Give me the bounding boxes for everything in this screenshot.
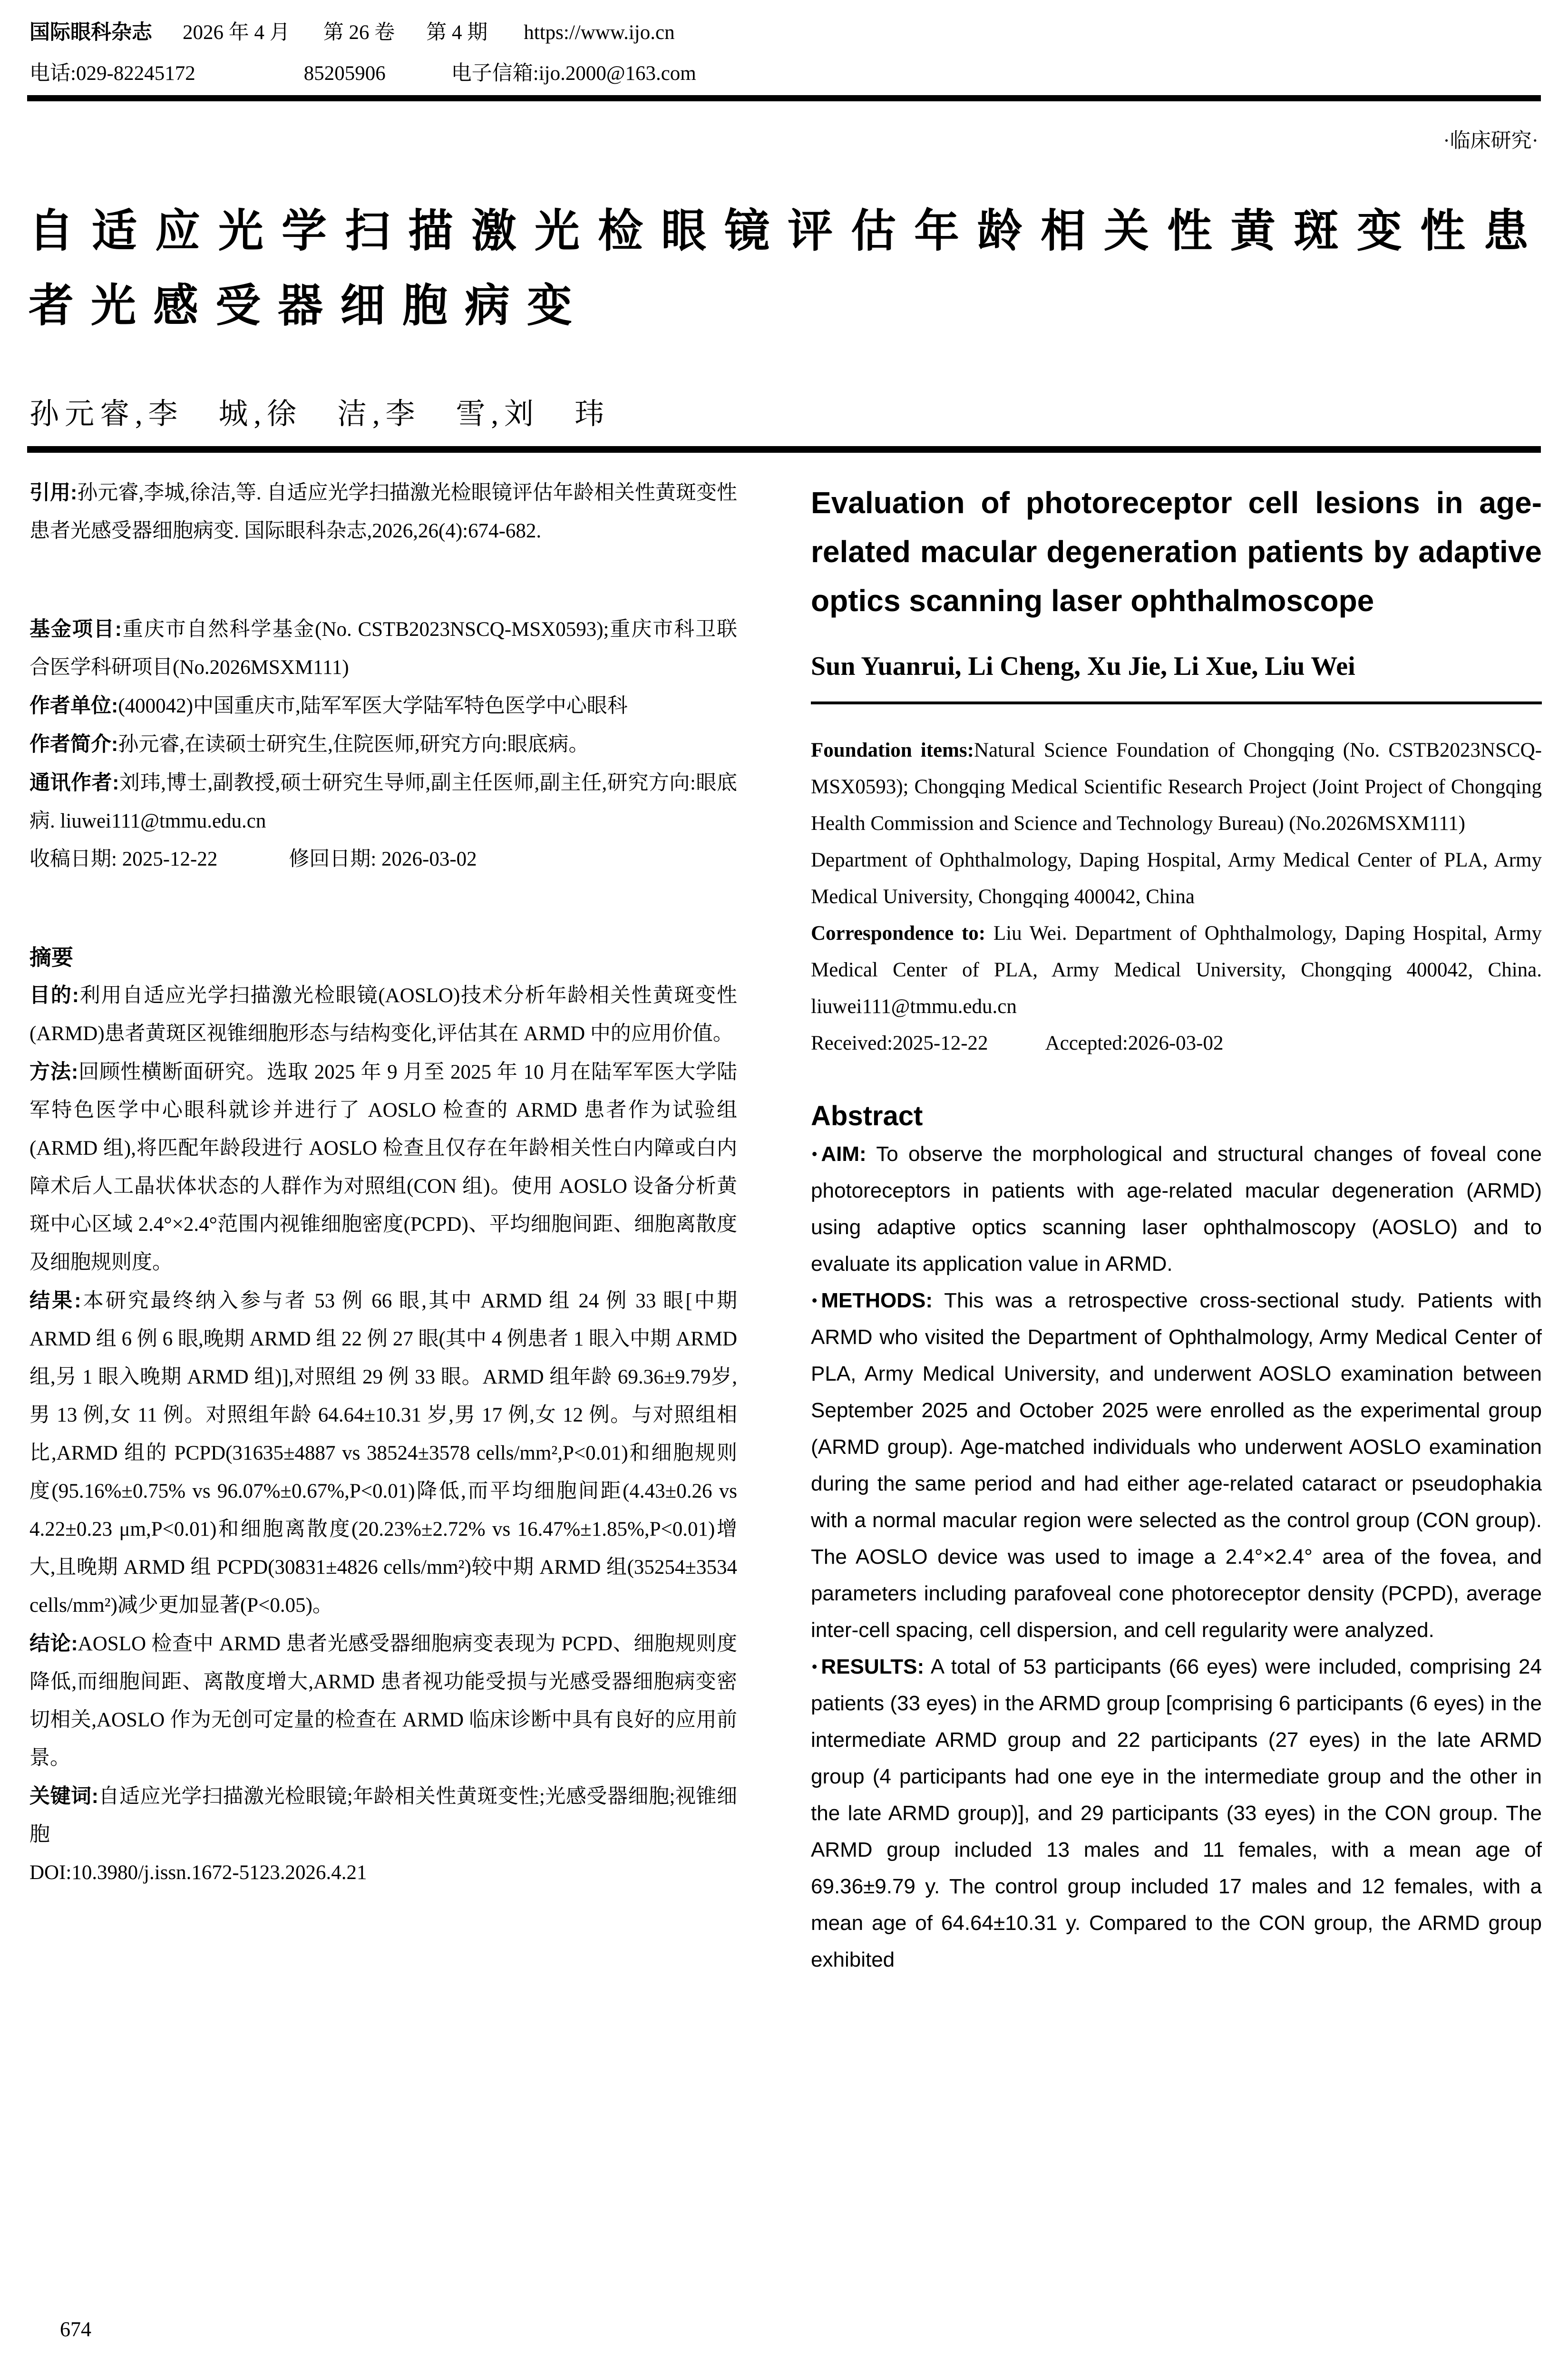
foundation-label-en: Foundation items: bbox=[811, 739, 974, 761]
left-column bbox=[29, 474, 737, 1892]
results-paragraph-en bbox=[811, 1648, 1542, 1978]
foundation-paragraph-en bbox=[811, 732, 1542, 842]
bullet-icon: • bbox=[811, 1145, 818, 1163]
revised-label-cn: 修回日期: bbox=[289, 848, 377, 870]
results-label-en: RESULTS: bbox=[821, 1655, 925, 1678]
section-tag: ·临床研究· bbox=[1443, 130, 1539, 152]
foundation-paragraph-cn bbox=[29, 610, 737, 687]
journal-header-line2 bbox=[29, 57, 909, 98]
english-meta bbox=[811, 732, 1542, 1062]
accepted-en: Accepted:2026-03-02 bbox=[1045, 1032, 1224, 1054]
aim-text-cn: 利用自适应光学扫描激光检眼镜(AOSLO)技术分析年龄相关性黄斑变性(ARMD)患者黄斑区视锥细胞形态与结构变化,评估其在 ARMD 中的应用价值。 bbox=[29, 984, 737, 1045]
biography-paragraph bbox=[29, 725, 737, 764]
affiliation-paragraph-en: Department of Ophthalmology, Daping Hospital, Army Medical Center of PLA, Army Medical University, Chongqing 400042, China bbox=[811, 849, 1542, 908]
dates-line-en bbox=[811, 1025, 1542, 1062]
affiliation-text-cn: (400042)中国重庆市,陆军军医大学陆军特色医学中心眼科 bbox=[118, 695, 628, 717]
header-divider bbox=[27, 95, 1541, 101]
correspondence-paragraph-cn bbox=[29, 764, 737, 840]
affiliation-paragraph-cn bbox=[29, 687, 737, 725]
keywords-label: 关键词: bbox=[29, 1785, 98, 1808]
foundation-text-cn: 重庆市自然科学基金(No. CSTB2023NSCQ-MSX0593);重庆市科卫联合医学科研项目(No.2026MSXM111) bbox=[29, 618, 737, 679]
methods-text-cn: 回顾性横断面研究。选取 2025 年 9 月至 2025 年 10 月在陆军军医大学陆军特色医学中心眼科就诊并进行了 AOSLO 检查的 ARMD 患者作为试验组(ARMD 组),将匹配年龄段进行 AOSLO 检查且仅存在年龄相关性白内障或白内障术后人工晶状体状态的人群作为对照组(CON 组)。使用 AOSLO 设备分析黄斑中心区域 2.4°×2.4°范围内视锥细胞密度(PCPD)、平均细胞间距、细胞离散度及细胞规则度。 bbox=[29, 1061, 738, 1274]
doi-line: DOI:10.3980/j.issn.1672-5123.2026.4.21 bbox=[29, 1861, 367, 1884]
citation-paragraph bbox=[29, 474, 737, 550]
citation-text: 孙元睿,李城,徐洁,等. 自适应光学扫描激光检眼镜评估年龄相关性黄斑变性患者光感受器细胞病变. 国际眼科杂志,2026,26(4):674-682. bbox=[29, 482, 737, 542]
title-divider bbox=[27, 446, 1541, 453]
methods-text-en: This was a retrospective cross-sectional study. Patients with ARMD who visited the Department of Ophthalmology, Army Medical Center of PLA, Army Medical University, and underwent AOSLO examination between September 2025 and October 2025 were enrolled as the experimental group (ARMD group). Age-matched individuals who underwent AOSLO examination during the same period and had either age-related cataract or pseudophakia with a normal macular region were selected as the control group (CON group). The AOSLO device was used to image a 2.4°×2.4° area of the fovea, and parameters including parafoveal cone photoreceptor density (PCPD), average inter-cell spacing, cell dispersion, and cell regularity were analyzed. bbox=[811, 1289, 1542, 1642]
correspondence-paragraph-en bbox=[811, 915, 1542, 1025]
correspondence-label-en: Correspondence to: bbox=[811, 922, 986, 945]
bullet-icon: • bbox=[811, 1658, 818, 1676]
aim-label-cn: 目的: bbox=[29, 984, 79, 1007]
aim-label-en: AIM: bbox=[821, 1142, 867, 1166]
article-authors-cn: 孙元睿,李 城,徐 洁,李 雪,刘 玮 bbox=[29, 398, 610, 430]
conclusion-paragraph-cn bbox=[29, 1625, 737, 1777]
journal-name: 国际眼科杂志 bbox=[29, 21, 152, 44]
foundation-label-cn: 基金项目: bbox=[29, 618, 122, 641]
right-column bbox=[811, 478, 1542, 1978]
correspondence-text-en: Liu Wei. Department of Ophthalmology, Daping Hospital, Army Medical Center of PLA, Army Medical University, Chongqing 400042, China. liuwei111@tmmu.edu.cn bbox=[811, 922, 1542, 1018]
received-en: Received:2025-12-22 bbox=[811, 1032, 988, 1054]
keywords-paragraph bbox=[29, 1777, 737, 1854]
aim-text-en: To observe the morphological and structural changes of foveal cone photoreceptors in patients with age-related macular degeneration (ARMD) using adaptive optics scanning laser ophthalmoscopy (AOSLO) and to evaluate its application value in ARMD. bbox=[811, 1142, 1542, 1276]
biography-label: 作者简介: bbox=[29, 733, 118, 756]
aim-paragraph-cn bbox=[29, 976, 737, 1053]
correspondence-text-cn: 刘玮,博士,副教授,硕士研究生导师,副主任医师,副主任,研究方向:眼底病. liuwei111@tmmu.edu.cn bbox=[29, 772, 737, 832]
methods-label-en: METHODS: bbox=[821, 1289, 933, 1312]
keywords-text: 自适应光学扫描激光检眼镜;年龄相关性黄斑变性;光感受器细胞;视锥细胞 bbox=[29, 1785, 737, 1846]
journal-phone: 电话:029-82245172 bbox=[29, 62, 195, 85]
journal-phone2: 85205906 bbox=[303, 62, 386, 85]
results-label-cn: 结果: bbox=[29, 1289, 81, 1312]
article-title-cn: 自适应光学扫描激光检眼镜评估年龄相关性黄斑变性患者光感受器细胞病变 bbox=[29, 206, 1546, 331]
dates-line-cn bbox=[29, 840, 737, 878]
conclusion-text-cn: AOSLO 检查中 ARMD 患者光感受器细胞病变表现为 PCPD、细胞规则度降低,而细胞间距、离散度增大,ARMD 患者视功能受损与光感受器细胞病变密切相关,AOSLO 作为无创可定量的检查在 ARMD 临床诊断中具有良好的应用前景。 bbox=[29, 1633, 737, 1769]
abstract-body bbox=[811, 1136, 1542, 1978]
methods-paragraph-en bbox=[811, 1282, 1542, 1648]
biography-text: 孙元睿,在读硕士研究生,住院医师,研究方向:眼底病。 bbox=[118, 733, 589, 756]
methods-label-cn: 方法: bbox=[29, 1061, 78, 1083]
correspondence-label-cn: 通讯作者: bbox=[29, 771, 119, 794]
affiliation-label-cn: 作者单位: bbox=[29, 694, 118, 717]
received-date-cn: 2025-12-22 bbox=[122, 848, 218, 870]
article-title-en: Evaluation of photoreceptor cell lesions in age-related macular degeneration patients by adaptive optics scanning laser ophthalmoscope bbox=[811, 486, 1542, 618]
received-label-cn: 收稿日期: bbox=[29, 848, 117, 870]
methods-paragraph-cn bbox=[29, 1053, 737, 1282]
abstract-heading-en: Abstract bbox=[811, 1101, 923, 1131]
abstract-heading-cn: 摘要 bbox=[29, 945, 73, 970]
foundation-text-en: Natural Science Foundation of Chongqing (No. CSTB2023NSCQ-MSX0593); Chongqing Medical Scientific Research Project (Joint Project of Chongqing Health Commission and Science and Technology Bureau) (No.2026MSXM111) bbox=[811, 739, 1542, 835]
journal-volume: 第 26 卷 bbox=[323, 21, 395, 44]
journal-header bbox=[29, 16, 909, 98]
results-paragraph-cn bbox=[29, 1282, 737, 1625]
conclusion-label-cn: 结论: bbox=[29, 1632, 78, 1655]
citation-label: 引用: bbox=[29, 481, 78, 504]
page-number: 674 bbox=[60, 2318, 91, 2341]
results-text-en: A total of 53 participants (66 eyes) were included, comprising 24 patients (33 eyes) in the ARMD group [comprising 6 participants (6 eyes) in the intermediate ARMD group and 22 participants (27 eyes) in the late ARMD group (4 participants had one eye in the intermediate group and the other in the late ARMD group)], and 29 participants (33 eyes) in the CON group. The ARMD group included 13 males and 11 females, with a mean age of 69.36±9.79 y. The control group included 17 males and 12 females, with a mean age of 64.64±10.31 y. Compared to the CON group, the ARMD group exhibited bbox=[811, 1655, 1542, 1971]
journal-email: 电子信箱:ijo.2000@163.com bbox=[451, 62, 696, 85]
journal-website: https://www.ijo.cn bbox=[524, 21, 675, 44]
journal-date: 2026 年 4 月 bbox=[183, 21, 290, 44]
bullet-icon: • bbox=[811, 1292, 818, 1309]
journal-issue: 第 4 期 bbox=[426, 21, 488, 44]
authors-divider bbox=[811, 701, 1542, 704]
article-authors-en: Sun Yuanrui, Li Cheng, Xu Jie, Li Xue, Liu Wei bbox=[811, 652, 1355, 681]
aim-paragraph-en bbox=[811, 1136, 1542, 1282]
journal-header-line1 bbox=[29, 16, 909, 57]
results-text-cn: 本研究最终纳入参与者 53 例 66 眼,其中 ARMD 组 24 例 33 眼[中期 ARMD 组 6 例 6 眼,晚期 ARMD 组 22 例 27 眼(其中 4 例患者 1 眼入中期 ARMD 组,另 1 眼入晚期 ARMD 组)],对照组 29 例 33 眼。ARMD 组年龄 69.36±9.79岁,男 13 例,女 11 例。对照组年龄 64.64±10.31 岁,男 17 例,女 12 例。与对照组相比,ARMD 组的 PCPD(31635±4887 vs 38524±3578 cells/mm²,P<0.01)和细胞规则度(95.16%±0.75% vs 96.07%±0.67%,P<0.01)降低,而平均细胞间距(4.43±0.26 vs 4.22±0.23 μm,P<0.01)和细胞离散度(20.23%±2.72% vs 16.47%±1.85%,P<0.01)增大,且晚期 ARMD 组 PCPD(30831±4826 cells/mm²)较中期 ARMD 组(35254±3534 cells/mm²)减少更加显著(P<0.05)。 bbox=[29, 1290, 738, 1617]
revised-date-cn: 2026-03-02 bbox=[381, 848, 477, 870]
